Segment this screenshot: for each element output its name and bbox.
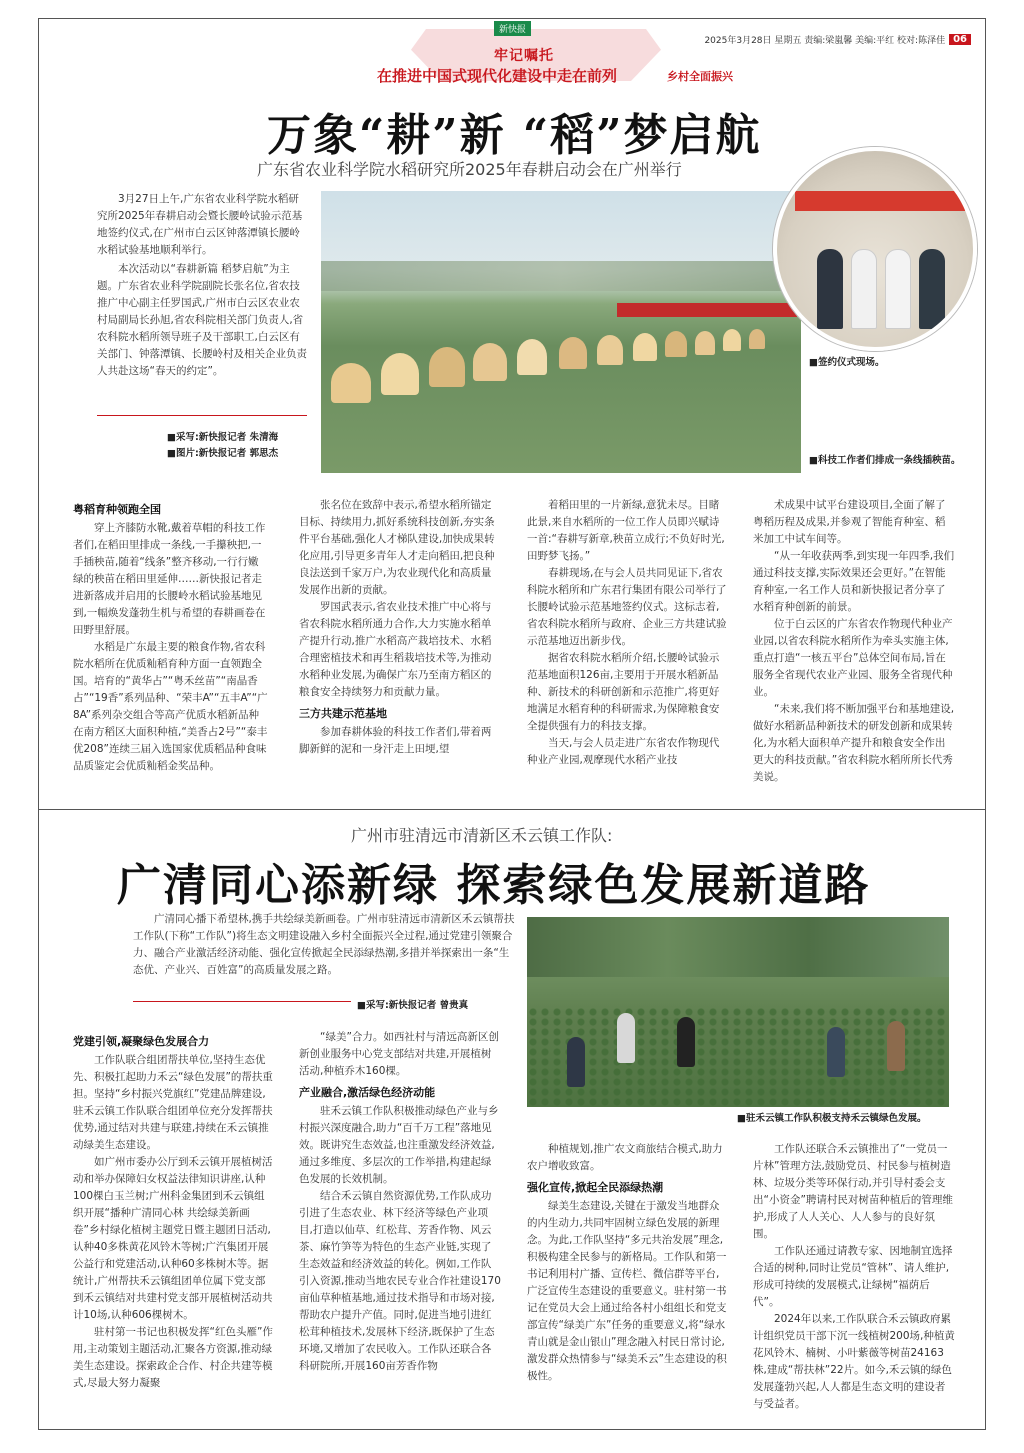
paragraph: 罗国武表示,省农业技术推广中心将与省农科院水稻所通力合作,大力实施水稻单产提升行动,推广水稻高产栽培技术、水稻合理密植技术和再生稻栽培技术等,为推动水稻种业发展,为确保广东乃至南方稻区的粮食安全持续努力和贡献力量。 — [299, 601, 492, 698]
caption-field: ■科技工作者们排成一条线插秧苗。 — [809, 455, 961, 466]
slogan-line1: 牢记嘱托 — [494, 48, 554, 64]
paragraph: “绿美”合力。如西社村与清远高新区创新创业服务中心党支部结对共建,开展植树活动,种植乔木160棵。 — [299, 1031, 499, 1077]
lead-rule — [97, 415, 307, 416]
paragraph: 穿上齐膝防水靴,戴着草帽的科技工作者们,在稻田里排成一条线,一手攥秧把,一手插秧苗,随着“线条”整齐移动,一行行嫩绿的秧苗在稻田里延伸……新快报记者走进新落成并启用的长腰岭水稻试验基地见到,一幅焕发蓬勃生机与希望的春耕画卷在田野里舒展。 — [73, 522, 266, 636]
paragraph: “未来,我们将不断加强平台和基地建设,做好水稻新品种新技术的研发创新和成果转化,为水稻大面积单产提升和粮食安全作出更大的科技贡献。”省农科院水稻所所长代秀美说。 — [753, 703, 955, 783]
credit-photo: ■图片:新快报记者 郭思杰 — [167, 448, 279, 459]
paragraph: “从一年收获两季,到实现一年四季,我们通过科技支撑,实际效果还会更好。”在智能育种室,一名工作人员和新快报记者分享了水稻育种创新的前景。 — [753, 550, 955, 613]
paragraph: 着稻田里的一片新绿,意犹未尽。目睹此景,来自水稻所的一位工作人员即兴赋诗一首:“春耕写新章,秧苗立成行;不负好时光,田野梦飞扬。” — [527, 499, 725, 562]
paragraph: 位于白云区的广东省农作物现代种业产业园,以省农科院水稻所作为牵头实施主体,重点打造“一核五平台”总体空间布局,旨在服务全省现代农业产业园、服务全省现代种业。 — [753, 618, 953, 698]
section-heading: 粤稻育种领跑全国 — [73, 503, 161, 516]
paragraph: 水稻是广东最主要的粮食作物,省农科院水稻所在优质籼稻育种方面一直领跑全国。培育的“黄华占”“粤禾丝苗”“南晶香占”“19香”系列品种、“荣丰A”“五丰A”“广8A”系列杂交组合等高产优质水稻新品种在南方稻区大面积种植,“美香占2号”“泰丰优208”连续三届入选国家优质稻品种食味品质鉴定会优质籼稻金奖品种。 — [73, 641, 268, 772]
paragraph: 当天,与会人员走进广东省农作物现代种业产业园,观摩现代水稻产业技 — [527, 737, 720, 766]
paragraph: 绿美生态建设,关键在于激发当地群众的内生动力,共同牢固树立绿色发展的新理念。为此,工作队坚持“多元共治发展”理念,积极构建全民参与的新格局。工作队和第一书记利用村广播、宣传栏、微信群等平台,广泛宣传生态建设的重要意义。驻村第一书记在党员大会上通过给各村小组组长和党支部宣传“绿美广东”任务的重要意义,将“绿水青山就是金山银山”理念融入村民日常讨论,激发群众热情参与“绿美禾云”生态建设的积极性。 — [527, 1200, 727, 1382]
article2-title: 广清同心添新绿 探索绿色发展新道路 — [117, 860, 871, 911]
meta-text: 2025年3月28日 星期五 责编:梁嵐馨 美编:平红 校对:陈泽佳 — [704, 36, 946, 46]
article1-col1 — [73, 497, 269, 775]
paragraph: 春耕现场,在与会人员共同见证下,省农科院水稻所和广东君行集团有限公司举行了长腰岭试验示范基地签约仪式。这标志着,省农科院水稻所与政府、企业三方共建试验示范基地迈出新步伐。 — [527, 567, 727, 647]
article2-col1 — [73, 1029, 273, 1392]
slogan-line3: 乡村全面振兴 — [667, 70, 733, 83]
field-banner — [617, 303, 797, 317]
paragraph: 术成果中试平台建设项目,全面了解了粤稻历程及成果,并参观了智能育种室、稻米加工中试车间等。 — [753, 499, 946, 545]
article1-col3 — [527, 497, 727, 769]
article-divider — [39, 809, 985, 810]
credit-writer: ■采写:新快报记者 朱清海 — [167, 432, 279, 443]
paragraph: 驻村第一书记也积极发挥“红色头雁”作用,主动策划主题活动,汇聚各方资源,推动绿美生态建设。探索政企合作、村企共建等模式,尽最大努力凝聚 — [73, 1326, 273, 1389]
photo-garden — [527, 917, 949, 1107]
paragraph: 驻禾云镇工作队积极推动绿色产业与乡村振兴深度融合,助力“百千万工程”落地见效。既讲究生态效益,也注重激发经济效益,通过多维度、多层次的工作举措,构建起绿色发展的长效机制。 — [299, 1105, 499, 1185]
photo-circle — [773, 147, 977, 351]
paragraph: 种植规划,推广农文商旅结合模式,助力农户增收致富。 — [527, 1143, 723, 1172]
caption-circle: ■签约仪式现场。 — [809, 357, 885, 368]
paragraph: 据省农科院水稻所介绍,长腰岭试验示范基地面积126亩,主要用于开展水稻新品种、新技术的科研创新和示范推广,将更好地满足水稻育种的科研需求,为保障粮食安全提供强有力的科技支撑。 — [527, 652, 720, 732]
article1-subtitle: 广东省农业科学院水稻研究所2025年春耕启动会在广州举行 — [257, 160, 682, 179]
article1-col2 — [299, 497, 499, 758]
article1-lead — [97, 191, 309, 382]
workers-row — [321, 323, 801, 443]
newspaper-page — [38, 18, 986, 1430]
page-number-badge: 06 — [949, 34, 971, 45]
article2-credit: ■采写:新快报记者 曾贵真 — [357, 1000, 469, 1011]
article1-col4 — [753, 497, 955, 786]
page-meta — [704, 33, 971, 46]
caption-garden: ■驻禾云镇工作队积极支持禾云镇绿色发展。 — [737, 1113, 927, 1124]
paragraph: 工作队还通过请教专家、因地制宜选择合适的树种,同时让党员“管林”、请人维护,形成可持续的发展模式,让绿树“福荫后代”。 — [753, 1245, 953, 1308]
lead-paragraph: 本次活动以“春耕新篇 稻梦启航”为主题。广东省农业科学院副院长张名位,省农技推广中心副主任罗国武,广州市白云区农业农村局副局长孙旭,省农科院相关部门负责人,省农科院水稻所领导班子及干部职工,白云区有关部门、钟落潭镇、长腰岭村及相关企业负责人共赴这场“春天的约定”。 — [97, 263, 307, 377]
section-heading: 三方共建示范基地 — [299, 707, 387, 720]
lead-paragraph: 3月27日上午,广东省农业科学院水稻研究所2025年春耕启动会暨长腰岭试验示范基地签约仪式,在广州市白云区钟落潭镇长腰岭水稻试验基地顺利举行。 — [97, 193, 303, 256]
paragraph: 张名位在致辞中表示,希望水稻所锚定目标、持续用力,抓好系统科技创新,夯实条件平台基础,强化人才梯队建设,加快成果转化应用,引导更多青年人才走向稻田,把良种良法送到千家万户,为农业现代化和高质量发展作出新的贡献。 — [299, 499, 495, 596]
slogan-line2: 在推进中国式现代化建设中走在前列 — [377, 67, 618, 85]
article2-col4 — [753, 1141, 955, 1413]
section-heading: 强化宣传,掀起全民添绿热潮 — [527, 1181, 664, 1194]
brand-tag: 新快报 — [494, 21, 531, 36]
paragraph: 工作队还联合禾云镇推出了“一党员一片林”管理方法,鼓励党员、村民参与植树造林、垃圾分类等环保行动,并引导村委会支出“小资金”聘请村民对树苗种植后的管理维护,形成了人人关心、人人参与的良好氛围。 — [753, 1143, 953, 1240]
article2-col2 — [299, 1029, 501, 1375]
paragraph: 如广州市委办公厅到禾云镇开展植树活动和举办保障妇女权益法律知识讲座,认种100棵白玉兰树;广州科金集团到禾云镇组织开展“播种广清同心林 共绘绿美新画卷”乡村绿化植树主题党日暨主题团日活动,认种40多株黄花风铃木等树;广汽集团开展公益行和党建活动,认种60多株树木等。据统计,广州帮扶禾云镇组团单位属下党支部到禾云镇结对共建村党支部开展植树活动共计10场,认种606棵树木。 — [73, 1156, 273, 1321]
paragraph: 工作队联合组团帮扶单位,坚持生态优先、积极扛起助力禾云“绿色发展”的帮扶重担。坚持“乡村振兴党旗红”党建品牌建设,驻禾云镇工作队联合组团单位充分发挥帮扶优势,通过结对共建与联建,持续在禾云镇推动绿美生态建设。 — [73, 1054, 273, 1151]
paragraph: 2024年以来,工作队联合禾云镇政府累计组织党员干部下沉一线植树200场,种植黄花风铃木、楠树、小叶紫薇等树苗24163株,建成“帮扶林”22片。如今,禾云镇的绿色发展蓬勃兴起,人人都是生态文明的建设者与受益者。 — [753, 1313, 955, 1410]
lead2-rule — [133, 1001, 351, 1002]
article2-col3 — [527, 1141, 727, 1385]
paragraph: 参加春耕体验的科技工作者们,带着两脚新鲜的泥和一身汗走上田埂,望 — [299, 726, 492, 755]
article2-lead: 广清同心播下希望林,携手共绘绿美新画卷。广州市驻清远市清新区禾云镇帮扶工作队(下称“工作队”)将生态文明建设融入乡村全面振兴全过程,通过党建引领聚合力、融合产业激活经济动能、强化宣传掀起全民添绿热潮,多措并举探索出一条“生态优、产业兴、百姓富”的高质量发展之路。 — [133, 913, 515, 976]
section-heading: 党建引领,凝聚绿色发展合力 — [73, 1035, 210, 1048]
photo-field — [321, 191, 801, 473]
article2-kicker: 广州市驻清远市清新区禾云镇工作队: — [351, 826, 613, 845]
article1-title: 万象“耕”新 “稻”梦启航 — [267, 110, 762, 161]
section-heading: 产业融合,激活绿色经济动能 — [299, 1086, 436, 1099]
paragraph: 结合禾云镇自然资源优势,工作队成功引进了生态农业、林下经济等绿色产业项目,打造以仙草、红松茸、芳香作物、风云茶、麻竹笋等为特色的生态产业链,实现了生态效益和经济效益的转化。例如,工作队引入资源,推动当地农民专业合作社建设170亩仙草种植基地,通过技术指导和市场对接,帮助农户提升产值。同时,促进当地引进红松茸种植技术,发展林下经济,既保护了生态环境,又增加了农民收入。工作队还联合各科研院所,开展160亩芳香作物 — [299, 1190, 501, 1372]
